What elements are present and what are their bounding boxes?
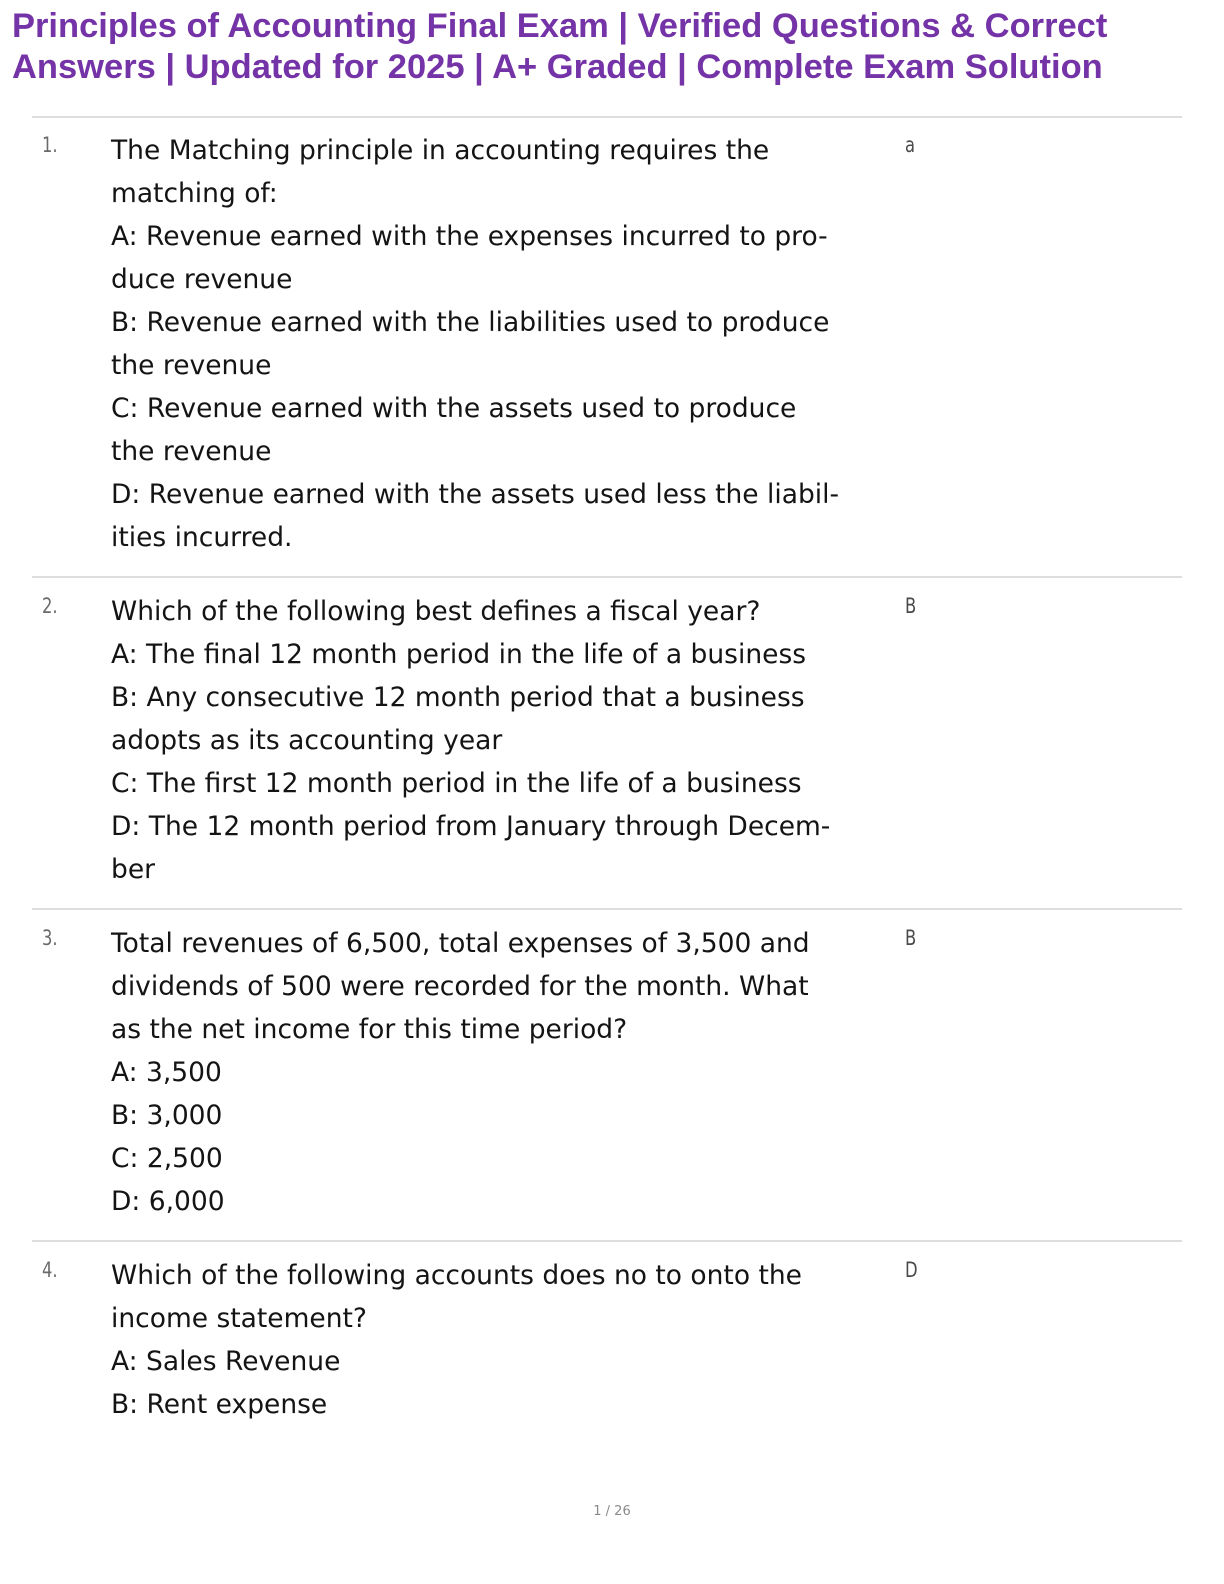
question-number: 2.: [42, 594, 58, 618]
option-line: B: 3,000: [111, 1100, 223, 1131]
question-line: income statement?: [111, 1303, 367, 1334]
question-line: Total revenues of 6,500, total expenses of 3,500 and: [111, 928, 810, 959]
question-text: [111, 1254, 911, 1426]
option-line: D: The 12 month period from January through Decem-: [111, 811, 831, 842]
option-line: the revenue: [111, 436, 272, 467]
option-line: A: Sales Revenue: [111, 1346, 341, 1377]
divider: [32, 116, 1182, 118]
option-line: the revenue: [111, 350, 272, 381]
option-line: A: 3,500: [111, 1057, 222, 1088]
question-number: 1.: [42, 133, 58, 157]
divider: [32, 908, 1182, 910]
question-text: [111, 590, 911, 891]
option-line: adopts as its accounting year: [111, 725, 503, 756]
option-line: B: Any consecutive 12 month period that a business: [111, 682, 805, 713]
answer-key: B: [905, 926, 917, 950]
title-line: Principles of Accounting Final Exam | Verified Questions & Correct: [12, 7, 1108, 45]
option-line: A: Revenue earned with the expenses incurred to pro-: [111, 221, 828, 252]
question-text: [111, 129, 911, 559]
title-line: Answers | Updated for 2025 | A+ Graded | Complete Exam Solution: [12, 48, 1103, 86]
option-line: B: Revenue earned with the liabilities used to produce: [111, 307, 830, 338]
option-line: C: The first 12 month period in the life of a business: [111, 768, 802, 799]
answer-key: D: [905, 1258, 918, 1282]
question-line: as the net income for this time period?: [111, 1014, 628, 1045]
document-title: [12, 6, 1192, 88]
option-line: duce revenue: [111, 264, 293, 295]
answer-key: B: [905, 594, 917, 618]
divider: [32, 576, 1182, 578]
question-number: 3.: [42, 926, 58, 950]
option-line: C: 2,500: [111, 1143, 223, 1174]
page-number: 1 / 26: [593, 1504, 631, 1519]
answer-key: a: [905, 133, 916, 157]
option-line: D: Revenue earned with the assets used less the liabil-: [111, 479, 840, 510]
option-line: B: Rent expense: [111, 1389, 328, 1420]
question-line: matching of:: [111, 178, 278, 209]
divider: [32, 1240, 1182, 1242]
option-line: ber: [111, 854, 156, 885]
option-line: D: 6,000: [111, 1186, 225, 1217]
option-line: C: Revenue earned with the assets used to produce: [111, 393, 797, 424]
question-line: Which of the following accounts does no to onto the: [111, 1260, 802, 1291]
question-text: [111, 922, 911, 1223]
question-line: Which of the following best defines a fiscal year?: [111, 596, 761, 627]
question-number: 4.: [42, 1258, 58, 1282]
option-line: ities incurred.: [111, 522, 293, 553]
question-line: dividends of 500 were recorded for the month. What: [111, 971, 809, 1002]
question-line: The Matching principle in accounting requires the: [111, 135, 770, 166]
option-line: A: The final 12 month period in the life of a business: [111, 639, 807, 670]
